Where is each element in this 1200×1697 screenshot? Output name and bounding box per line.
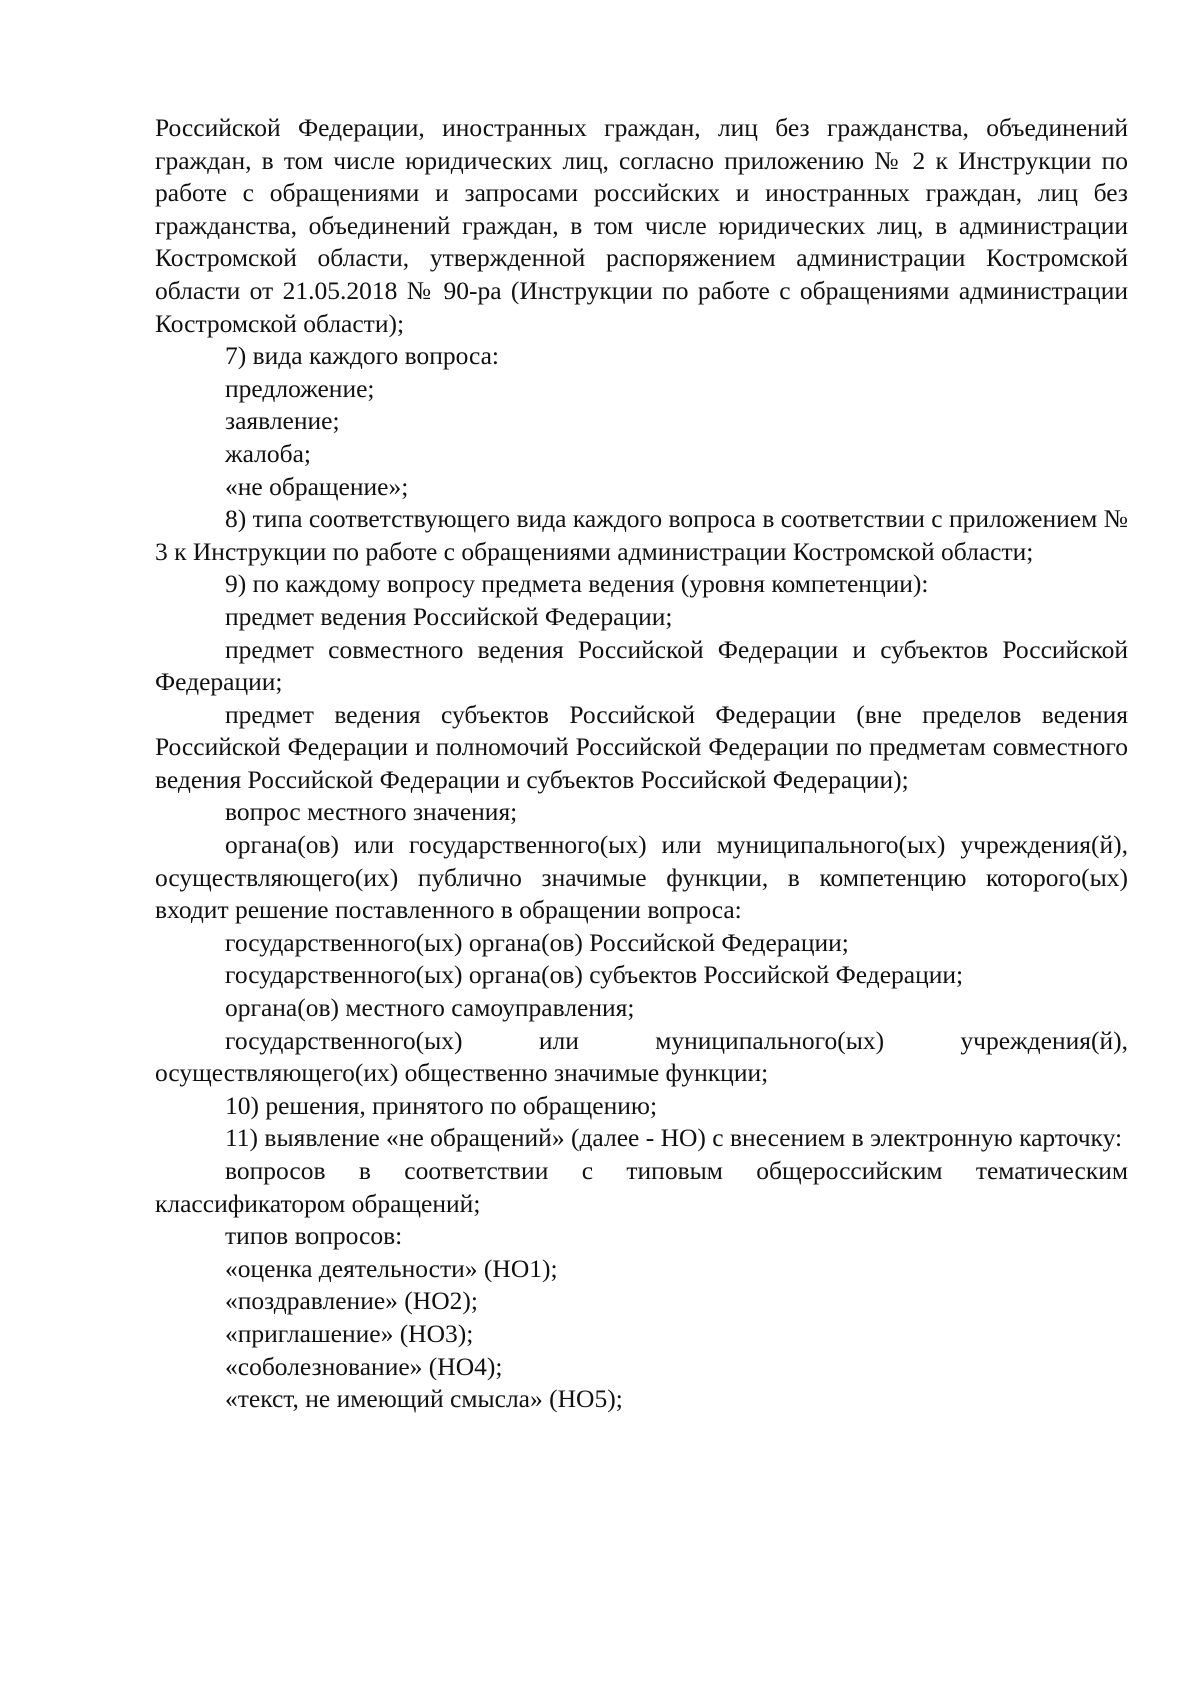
document-body [155, 112, 1128, 1416]
list-item: вопросов в соответствии с типовым общероссийским тематическим классификатором обращений; [155, 1156, 1128, 1218]
paragraph: 8) типа соответствующего вида каждого вопроса в соответствии с приложением № 3 к Инструкции по работе с обращениями администрации Костромской области; [155, 504, 1128, 566]
list-item: предмет ведения субъектов Российской Федерации (вне пределов ведения Российской Федерации и полномочий Российской Федерации по предметам совместного ведения Российской Федерации и субъектов Российской Федерации); [155, 699, 1128, 794]
list-item: предмет совместного ведения Российской Федерации и субъектов Российской Федерации; [155, 634, 1128, 697]
paragraph: Российской Федерации, иностранных граждан, лиц без гражданства, объединений граждан, в том числе юридических лиц, согласно приложению № 2 к Инструкции по работе с обращениями и запросами российских и иностранных граждан, лиц без гражданства, объединений граждан, в том числе юридических лиц, в администрации Костромской области, утвержденной распоряжением администрации Костромской области от 21.05.2018 № 90-ра (Инструкции по работе с обращениями администрации Костромской области); [155, 113, 1128, 338]
list-item: органа(ов) местного самоуправления; [225, 993, 635, 1023]
list-item: жалоба; [225, 438, 312, 468]
list-item: «соболезнование» (НО4); [225, 1351, 503, 1381]
list-item: государственного(ых) органа(ов) Российской Федерации; [225, 927, 849, 957]
list-item: «оценка деятельности» (НО1); [225, 1253, 558, 1283]
list-item: заявление; [225, 406, 340, 436]
list-item: государственного(ых) органа(ов) субъектов Российской Федерации; [225, 960, 964, 990]
list-item: предмет ведения Российской Федерации; [225, 601, 673, 631]
list-heading-question-kinds: типов вопросов: [225, 1221, 403, 1251]
paragraph: 11) выявление «не обращений» (далее - НО) с внесением в электронную карточку: [225, 1123, 1123, 1153]
list-item: предложение; [225, 373, 375, 403]
list-heading-question-type: 7) вида каждого вопроса: [225, 341, 500, 371]
list-item: «приглашение» (НО3); [225, 1318, 474, 1348]
list-item: «поздравление» (НО2); [225, 1286, 478, 1316]
paragraph: 10) решения, принятого по обращению; [225, 1090, 658, 1120]
list-heading-competence: 9) по каждому вопросу предмета ведения (уровня компетенции): [225, 569, 929, 599]
paragraph: органа(ов) или государственного(ых) или муниципального(ых) учреждения(й), осуществляющего(их) публично значимые функции, в компетенцию которого(ых) входит решение поставленного в обращении вопроса: [155, 830, 1128, 925]
list-item: «не обращение»; [225, 471, 409, 501]
list-item: «текст, не имеющий смысла» (НО5); [225, 1384, 623, 1414]
list-item: вопрос местного значения; [225, 797, 518, 827]
list-item: государственного(ых) или муниципального(ых) учреждения(й), осуществляющего(их) общественно значимые функции; [155, 1025, 1128, 1088]
